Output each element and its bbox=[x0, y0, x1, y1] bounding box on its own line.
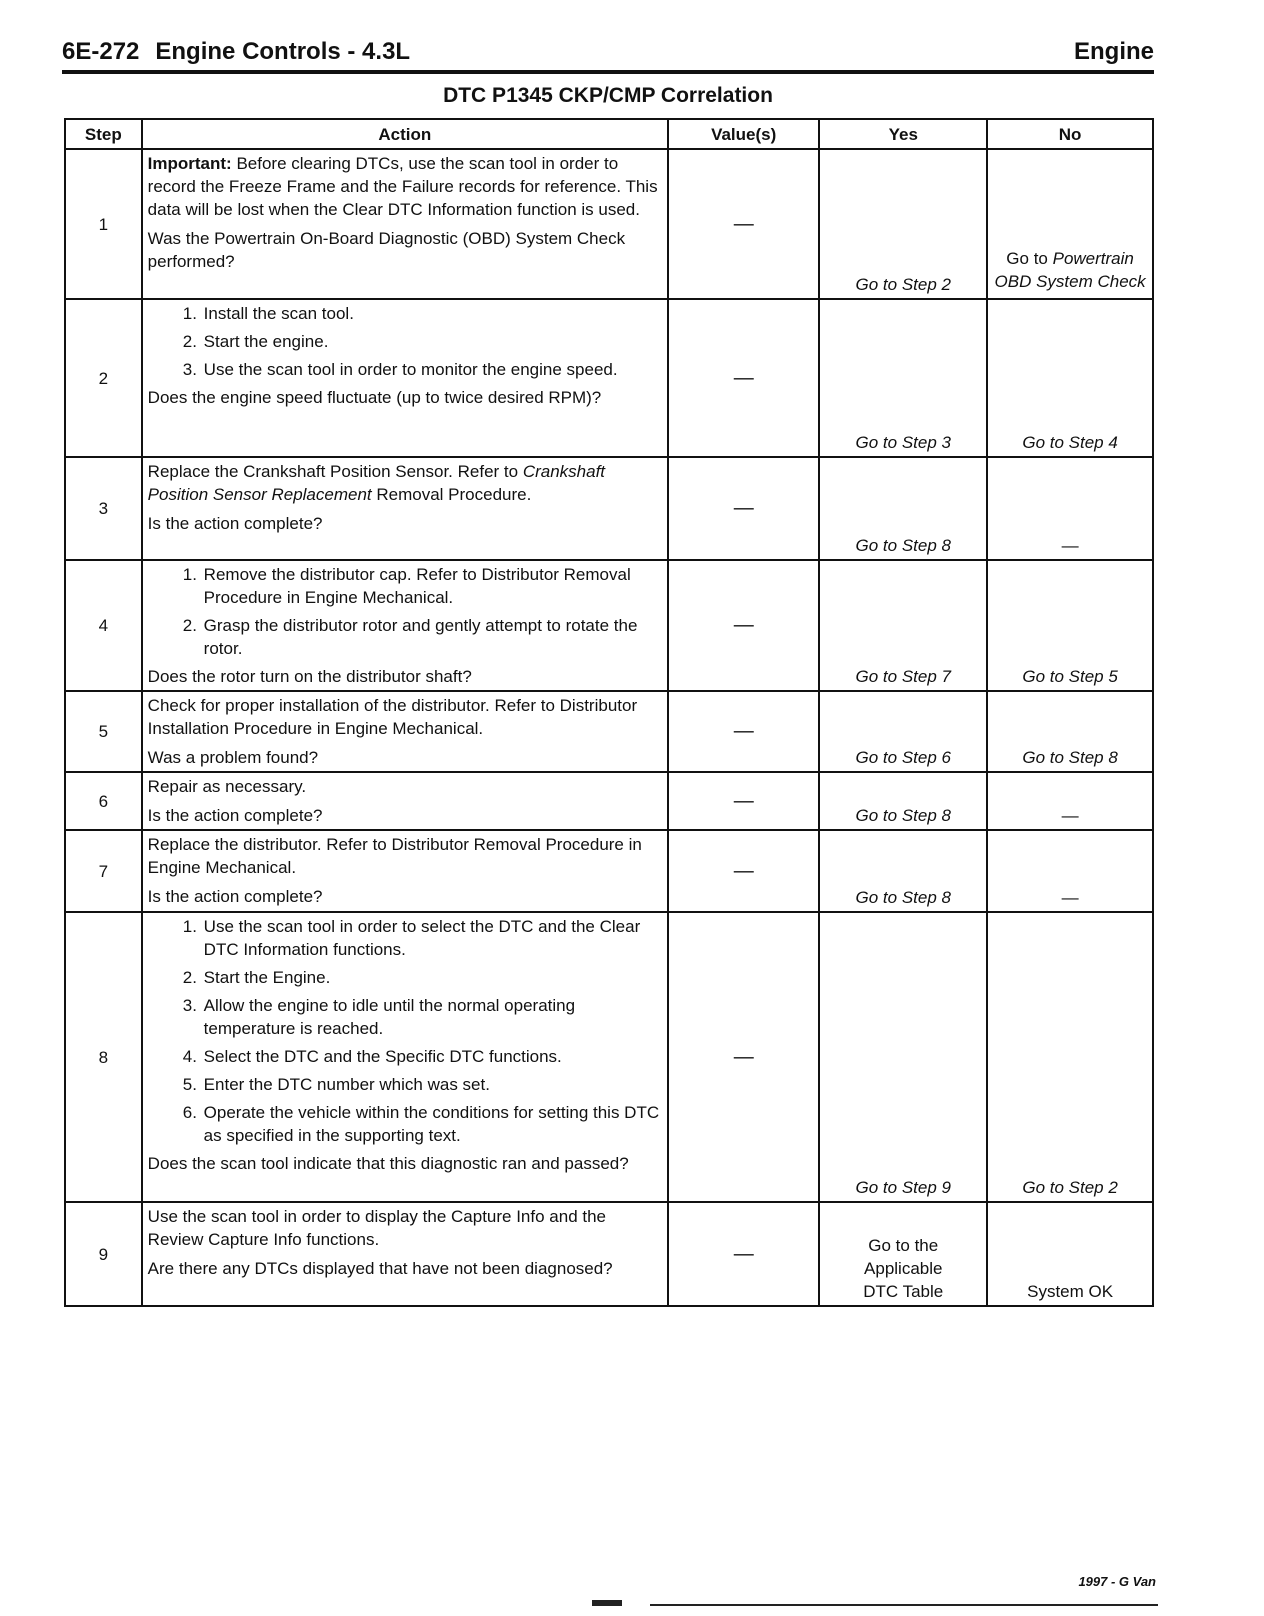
important-label: Important: bbox=[147, 154, 232, 173]
no-cell: Go to Step 5 bbox=[987, 560, 1153, 691]
column-header-step: Step bbox=[65, 119, 142, 149]
list-item: 2. Start the engine. bbox=[202, 330, 662, 353]
no-cell: — bbox=[987, 457, 1153, 560]
list-item: 6. Operate the vehicle within the conditions for setting this DTC as specified in the supporting text. bbox=[202, 1101, 662, 1147]
value-cell: — bbox=[668, 1202, 819, 1306]
substep-list bbox=[148, 563, 662, 660]
action-cell bbox=[142, 1202, 668, 1306]
no-cell: System OK bbox=[987, 1202, 1153, 1306]
important-note bbox=[148, 152, 662, 221]
action-cell bbox=[142, 912, 668, 1202]
value-cell: — bbox=[668, 457, 819, 560]
table-row bbox=[65, 299, 1153, 457]
value-cell: — bbox=[668, 772, 819, 830]
table-row bbox=[65, 912, 1153, 1202]
table-title: DTC P1345 CKP/CMP Correlation bbox=[443, 84, 773, 107]
yes-cell: Go to Step 6 bbox=[819, 691, 987, 772]
value-cell: — bbox=[668, 691, 819, 772]
list-item: 1. Remove the distributor cap. Refer to Distributor Removal Procedure in Engine Mechanical. bbox=[202, 563, 662, 609]
list-item: 1. Install the scan tool. bbox=[202, 302, 662, 325]
no-cell: — bbox=[987, 830, 1153, 912]
yes-cell: Go to Step 8 bbox=[819, 772, 987, 830]
yes-cell: Go to Step 7 bbox=[819, 560, 987, 691]
table-row bbox=[65, 149, 1153, 299]
question-text: Does the engine speed fluctuate (up to twice desired RPM)? bbox=[147, 388, 602, 407]
question-text: Was a problem found? bbox=[147, 748, 319, 767]
question-text: Does the scan tool indicate that this diagnostic ran and passed? bbox=[147, 1154, 629, 1173]
question-text: Was the Powertrain On-Board Diagnostic (OBD) System Check performed? bbox=[147, 229, 626, 271]
step-number: 5 bbox=[65, 691, 142, 772]
list-item: 5. Enter the DTC number which was set. bbox=[202, 1073, 662, 1096]
action-cell bbox=[142, 299, 668, 457]
table-row bbox=[65, 457, 1153, 560]
yes-cell: Go to the Applicable DTC Table bbox=[819, 1202, 987, 1306]
table-row bbox=[65, 560, 1153, 691]
table-row bbox=[65, 1202, 1153, 1306]
section-title: Engine Controls - 4.3L bbox=[155, 38, 411, 65]
action-cell bbox=[142, 691, 668, 772]
instruction-text: Repair as necessary. bbox=[147, 777, 307, 796]
question-text: Are there any DTCs displayed that have not been diagnosed? bbox=[147, 1259, 613, 1278]
step-number: 4 bbox=[65, 560, 142, 691]
footer-edition: 1997 - G Van bbox=[1078, 1574, 1156, 1589]
procedure-link-text: Crankshaft Position Sensor Replacement bbox=[147, 462, 606, 504]
question-text: Is the action complete? bbox=[147, 514, 323, 533]
list-item: 3. Use the scan tool in order to monitor the engine speed. bbox=[202, 358, 662, 381]
page-edge-rule bbox=[650, 1604, 1158, 1606]
no-cell: — bbox=[987, 772, 1153, 830]
action-cell bbox=[142, 830, 668, 912]
value-cell: — bbox=[668, 912, 819, 1202]
instruction-text bbox=[148, 460, 662, 506]
no-cell: Go to Step 2 bbox=[987, 912, 1153, 1202]
no-cell bbox=[987, 149, 1153, 299]
step-number: 3 bbox=[65, 457, 142, 560]
substep-list bbox=[148, 915, 662, 1147]
yes-cell: Go to Step 8 bbox=[819, 830, 987, 912]
no-cell: Go to Step 4 bbox=[987, 299, 1153, 457]
instruction-text: Use the scan tool in order to display the Capture Info and the Review Capture Info functions. bbox=[147, 1207, 607, 1249]
step-number: 7 bbox=[65, 830, 142, 912]
value-cell: — bbox=[668, 149, 819, 299]
column-header-yes: Yes bbox=[819, 119, 987, 149]
question-text: Does the rotor turn on the distributor shaft? bbox=[147, 667, 472, 686]
instruction-pre: Replace the Crankshaft Position Sensor. Refer to bbox=[147, 462, 523, 481]
list-item: 2. Grasp the distributor rotor and gently attempt to rotate the rotor. bbox=[202, 614, 662, 660]
value-cell: — bbox=[668, 299, 819, 457]
yes-cell: Go to Step 3 bbox=[819, 299, 987, 457]
yes-cell: Go to Step 8 bbox=[819, 457, 987, 560]
column-header-no: No bbox=[987, 119, 1153, 149]
list-item: 2. Start the Engine. bbox=[202, 966, 662, 989]
step-number: 8 bbox=[65, 912, 142, 1202]
page-header bbox=[62, 34, 1154, 74]
value-cell: — bbox=[668, 560, 819, 691]
substep-list bbox=[148, 302, 662, 381]
instruction-text: Check for proper installation of the distributor. Refer to Distributor Installation Procedure in Engine Mechanical. bbox=[147, 696, 638, 738]
table-row bbox=[65, 830, 1153, 912]
list-item: 1. Use the scan tool in order to select the DTC and the Clear DTC Information functions. bbox=[202, 915, 662, 961]
yes-cell: Go to Step 9 bbox=[819, 912, 987, 1202]
header-left bbox=[62, 38, 410, 70]
column-header-values: Value(s) bbox=[668, 119, 819, 149]
table-row bbox=[65, 772, 1153, 830]
list-item: 4. Select the DTC and the Specific DTC functions. bbox=[202, 1045, 662, 1068]
yes-cell: Go to Step 2 bbox=[819, 149, 987, 299]
instruction-post: Removal Procedure. bbox=[371, 485, 532, 504]
page-number: 6E-272 bbox=[62, 38, 140, 65]
question-text: Is the action complete? bbox=[147, 806, 323, 825]
action-cell bbox=[142, 457, 668, 560]
important-text: Before clearing DTCs, use the scan tool in order to record the Freeze Frame and the Failure records for reference. This data will be lost when the Clear DTC Information function is used. bbox=[147, 154, 658, 219]
page-edge-mark bbox=[592, 1600, 622, 1606]
value-cell: — bbox=[668, 830, 819, 912]
step-number: 2 bbox=[65, 299, 142, 457]
step-number: 1 bbox=[65, 149, 142, 299]
step-number: 6 bbox=[65, 772, 142, 830]
column-header-action: Action bbox=[142, 119, 668, 149]
table-row bbox=[65, 691, 1153, 772]
table-header-row bbox=[65, 119, 1153, 149]
instruction-text: Replace the distributor. Refer to Distributor Removal Procedure in Engine Mechanical. bbox=[147, 835, 642, 877]
action-cell bbox=[142, 149, 668, 299]
no-link-text: Powertrain OBD System Check bbox=[994, 249, 1146, 291]
action-cell bbox=[142, 772, 668, 830]
no-prefix: Go to bbox=[1006, 249, 1053, 268]
chapter-title: Engine bbox=[1073, 38, 1154, 65]
no-cell: Go to Step 8 bbox=[987, 691, 1153, 772]
diagnostic-table bbox=[64, 118, 1154, 1307]
action-cell bbox=[142, 560, 668, 691]
step-number: 9 bbox=[65, 1202, 142, 1306]
question-text: Is the action complete? bbox=[147, 887, 323, 906]
list-item: 3. Allow the engine to idle until the normal operating temperature is reached. bbox=[202, 994, 662, 1040]
